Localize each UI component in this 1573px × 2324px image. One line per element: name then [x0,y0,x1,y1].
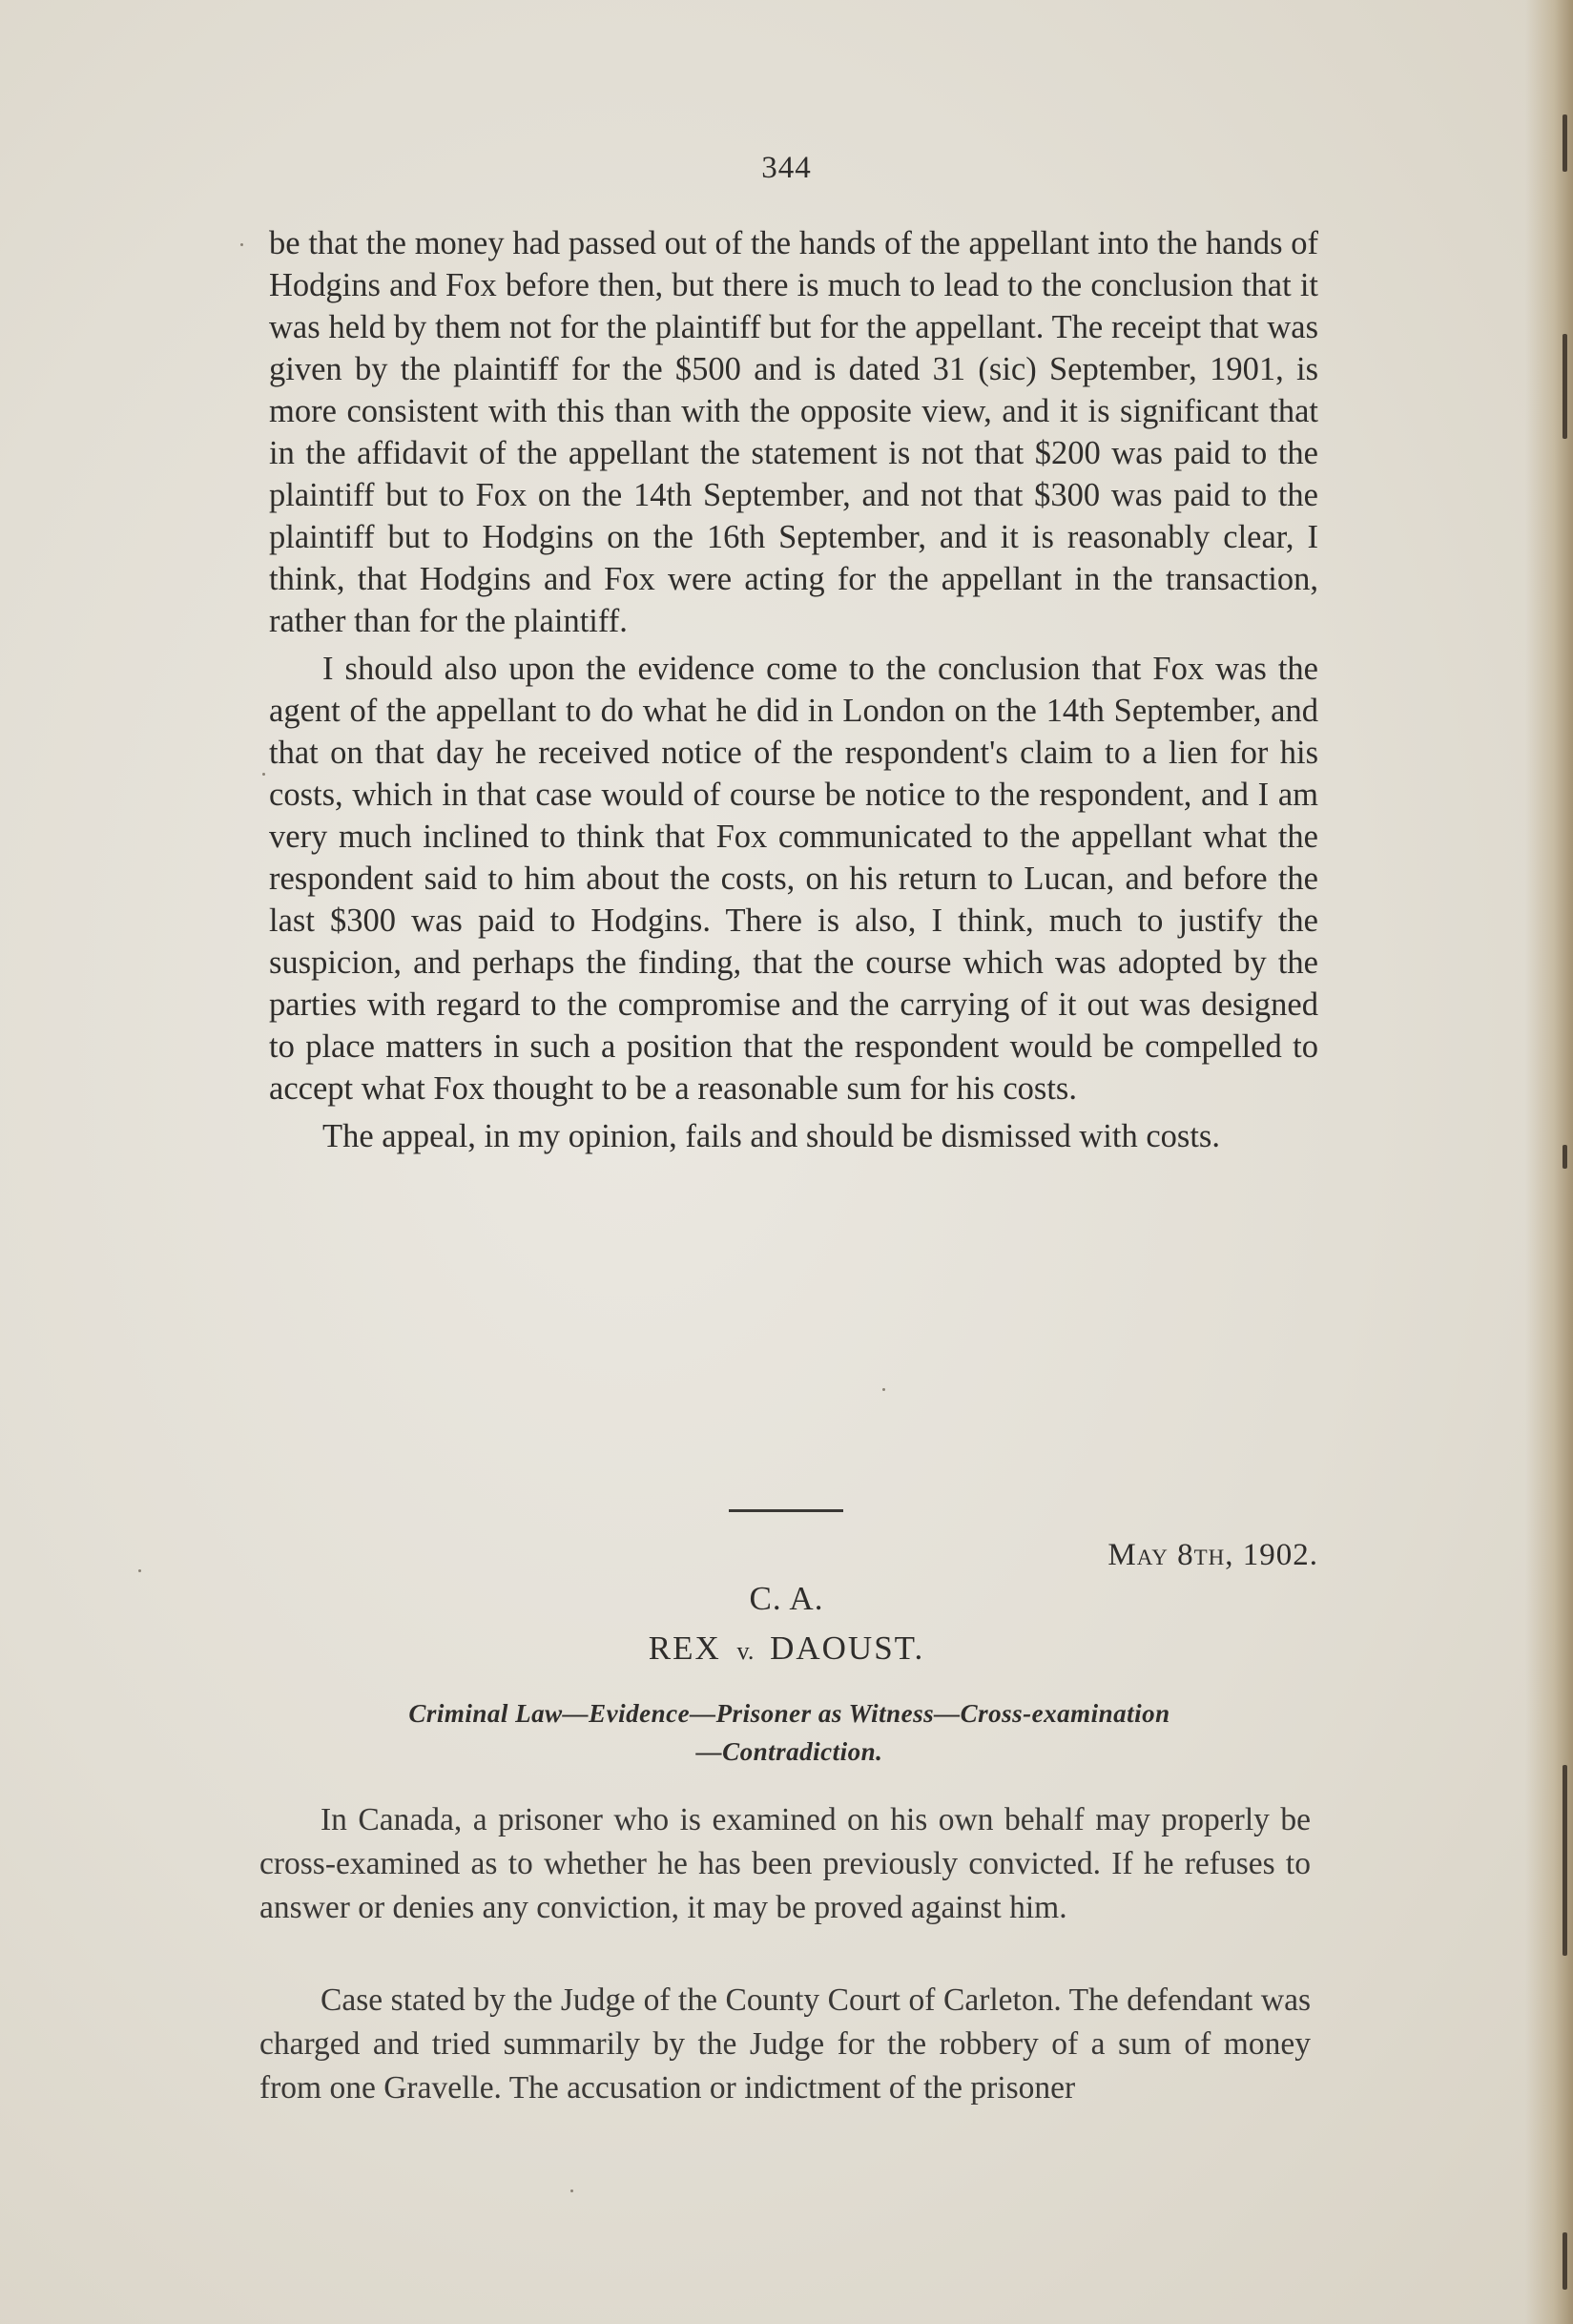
headnote-catchwords [262,1694,1316,1771]
case-party: DAOUST. [770,1629,925,1667]
case-statement [259,1979,1311,2110]
case-title [0,1629,1573,1668]
opinion-paragraph: be that the money had passed out of the hands of the appellant into the hands of Hodgins and Fox before then, but there is much to lead to the conclusion that it was held by them not for the plaintiff but for the appellant. The receipt that was given by the plaintiff for the $500 and is dated 31 (sic) September, 1901, is more consistent with this than with the opposite view, and it is significant that in the affidavit of the appellant the statement is not that $200 was paid to the plaintiff but to Fox on the 14th September, and not that $300 was paid to the plaintiff but to Hodgins on the 16th September, and it is reasonably clear, I think, that Hodgins and Fox were acting for the appellant in the transaction, rather than for the plaintiff. [269,225,1318,639]
headnote [259,1798,1311,1930]
catchwords-line: Criminal Law—Evidence—Prisoner as Witness—Cross-examination [408,1699,1170,1728]
case-date: May 8th, 1902. [1107,1538,1318,1572]
case-party: REX [648,1629,721,1667]
statement-paragraph: Case stated by the Judge of the County Court of Carleton. The defendant was charged and tried summarily by the Judge for the robbery of a sum of money from one Gravelle. The accusation or indictment of the prisoner [259,1982,1311,2106]
paper-speck [262,773,265,776]
paper-speck [138,1569,141,1572]
paper-speck [882,1388,885,1391]
headnote-paragraph: In Canada, a prisoner who is examined on his own behalf may properly be cross-examined as to whether he has been previously convicted. If he refuses to answer or denies any conviction, it may be proved against him. [259,1802,1311,1925]
page-number: 344 [761,151,812,185]
case-court: C. A. [749,1580,824,1617]
section-divider [729,1509,843,1512]
opinion-text [269,222,1318,1157]
opinion-paragraph: I should also upon the evidence come to the conclusion that Fox was the agent of the appellant to do what he did in London on the 14th September, and that on that day he received notice of the respondent's claim to a lien for his costs, which in that case would of course be notice to the respondent, and I am very much inclined to think that Fox communicated to the appellant what the respondent said to him about the costs, on his return to Lucan, and before the last $300 was paid to Hodgins. There is also, I think, much to justify the suspicion, and perhaps the finding, that the course which was adopted by the parties with regard to the compromise and the carrying of it out was designed to place matters in such a position that the respondent would be compelled to accept what Fox thought to be a reasonable sum for his costs. [269,651,1318,1107]
paper-speck [570,2189,573,2192]
paper-speck [240,243,243,246]
catchwords-line: —Contradiction. [695,1737,883,1766]
opinion-paragraph: The appeal, in my opinion, fails and should be dismissed with costs. [322,1118,1220,1154]
case-versus: v. [736,1637,755,1665]
